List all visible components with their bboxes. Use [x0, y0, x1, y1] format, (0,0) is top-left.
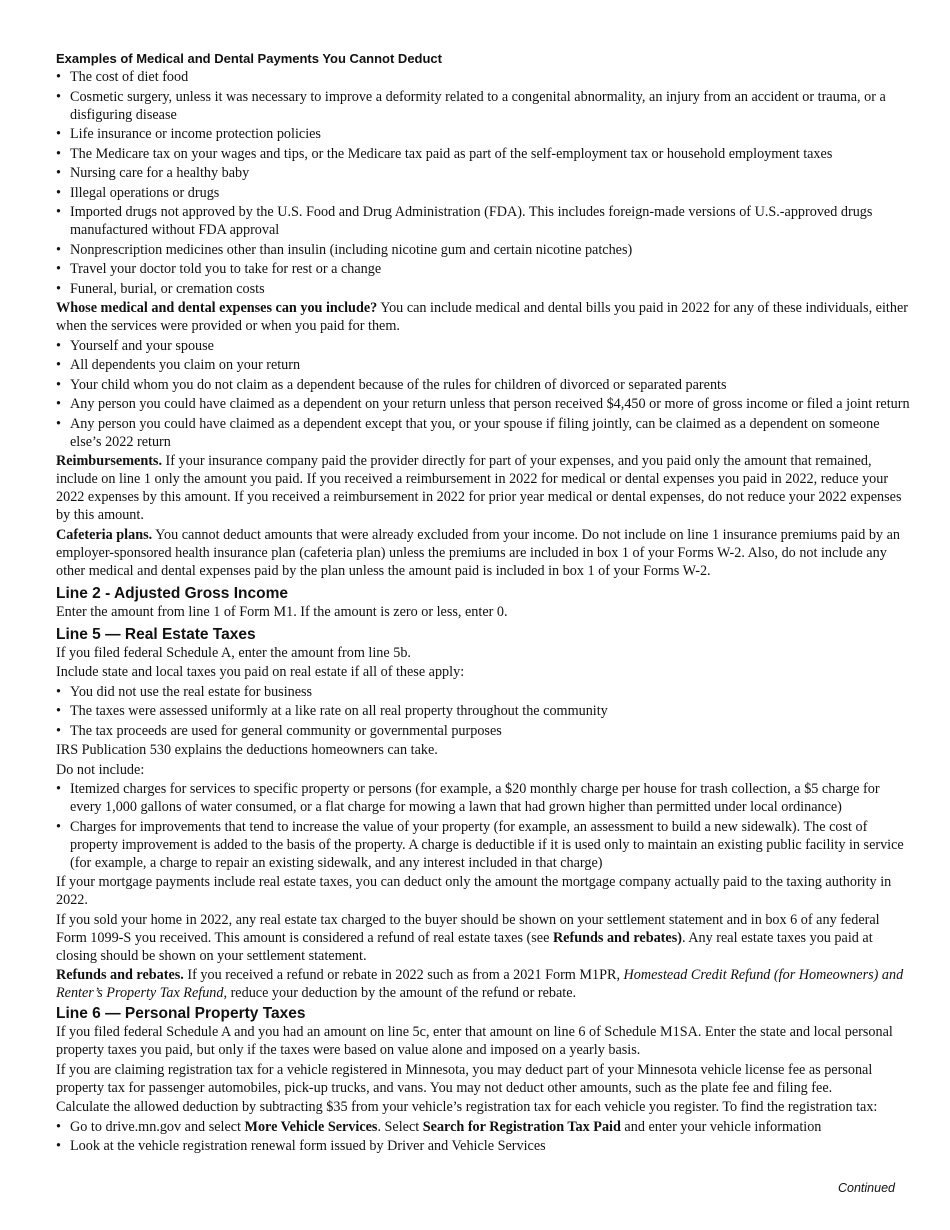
list-item: • Cosmetic surgery, unless it was necessary to improve a deformity related to a congenital abnormality, an injury from an accident or trauma, or a disfiguring disease	[56, 88, 912, 124]
text-run: and enter your vehicle information	[620, 1118, 822, 1135]
list-item: • The taxes were assessed uniformly at a like rate on all real property throughout the community	[56, 702, 912, 720]
line5-apply-list	[56, 683, 912, 740]
list-item: • All dependents you claim on your return	[56, 356, 912, 374]
list-item: • Travel your doctor told you to take for rest or a change	[56, 260, 912, 278]
list-item	[56, 1118, 912, 1136]
line6-paragraph: If you are claiming registration tax for a vehicle registered in Minnesota, you may deduct part of your Minnesota vehicle license fee as personal property tax for passenger automobiles, pick-up trucks, and vans. You may not deduct other amounts, such as the plate fee and filing fee.	[56, 1061, 873, 1096]
list-item: • The tax proceeds are used for general community or governmental purposes	[56, 722, 912, 740]
line2-heading: Line 2 - Adjusted Gross Income	[56, 584, 288, 602]
more-vehicle-services-ref: More Vehicle Services	[244, 1118, 378, 1135]
text-run: . Any real estate taxes you paid at closing should be shown on your settlement statement.	[56, 929, 873, 964]
text-run: . Select	[377, 1118, 423, 1135]
cafeteria-lead: Cafeteria plans.	[56, 526, 153, 543]
refunds-rebates-lead: Refunds and rebates.	[56, 967, 184, 983]
list-item: • Your child whom you do not claim as a dependent because of the rules for children of divorced or separated parents	[56, 376, 912, 394]
whose-expenses-text: You can include medical and dental bills you paid in 2022 for any of these individuals, either when the services were provided or when you paid for them.	[56, 300, 908, 334]
line5-paragraph: IRS Publication 530 explains the deductions homeowners can take.	[56, 742, 438, 758]
list-item: • Imported drugs not approved by the U.S. Food and Drug Administration (FDA). This includes foreign-made versions of U.S.-approved drugs manufactured without FDA approval	[56, 203, 912, 239]
list-item: • You did not use the real estate for business	[56, 683, 912, 701]
cannot-deduct-list	[56, 68, 912, 298]
list-item: • Itemized charges for services to specific property or persons (for example, a $20 monthly charge per house for trash collection, a $5 charge for every 1,000 gallons of water consumed, or a flat charge for mowing a lawn that had grown higher than permitted under local ordinance)	[56, 780, 912, 816]
list-item: • Any person you could have claimed as a dependent except that you, or your spouse if filing jointly, can be claimed as a dependent on someone else’s 2022 return	[56, 415, 912, 451]
line5-paragraph: If you filed federal Schedule A, enter the amount from line 5b.	[56, 644, 411, 661]
line5-sold-home-paragraph	[56, 911, 912, 965]
list-item: • Illegal operations or drugs	[56, 184, 912, 202]
line5-heading: Line 5 — Real Estate Taxes	[56, 625, 256, 643]
cannot-deduct-heading: Examples of Medical and Dental Payments You Cannot Deduct	[56, 51, 442, 66]
line5-paragraph: If your mortgage payments include real estate taxes, you can deduct only the amount the mortgage company actually paid to the taxing authority in 2022.	[56, 874, 892, 908]
cafeteria-text: You cannot deduct amounts that were already excluded from your income. Do not include on line 1 insurance premiums paid by an employer-sponsored health insurance plan (cafeteria plan) unless the premiums are included in box 1 of your Forms W-2. Also, do not include any other medical and dental expenses paid by the plan unless the amount paid is included in box 1 of your Forms W-2.	[56, 526, 900, 579]
list-item: • Nonprescription medicines other than insulin (including nicotine gum and certain nicotine patches)	[56, 241, 912, 259]
line6-heading: Line 6 — Personal Property Taxes	[56, 1005, 306, 1022]
reimbursements-paragraph	[56, 452, 912, 524]
registration-tax-list	[56, 1118, 912, 1156]
whose-expenses-lead: Whose medical and dental expenses can you include?	[56, 300, 378, 316]
line2-text: Enter the amount from line 1 of Form M1. If the amount is zero or less, enter 0.	[56, 603, 508, 620]
line5-paragraph: Do not include:	[56, 761, 145, 778]
cafeteria-paragraph	[56, 526, 912, 580]
list-item: • Charges for improvements that tend to increase the value of your property (for example, an assessment to build a new sidewalk). The cost of property improvement is added to the basis of the property. A charge is deductible if it is used only to maintain an existing public facility in service (for example, a charge to repair an existing sidewalk, and any interest included in that charge)	[56, 818, 912, 872]
text-run: If you received a refund or rebate in 2022 such as from a 2021 Form M1PR,	[183, 967, 624, 983]
refunds-rebates-paragraph	[56, 966, 912, 1002]
text-run: Go to drive.mn.gov and select	[70, 1118, 245, 1135]
list-item: • Life insurance or income protection policies	[56, 125, 912, 143]
whose-expenses-list	[56, 337, 912, 451]
line5-exclude-list	[56, 780, 912, 872]
list-item: • Look at the vehicle registration renewal form issued by Driver and Vehicle Services	[56, 1137, 912, 1155]
reimbursements-text: If your insurance company paid the provider directly for part of your expenses, and you paid only the amount that remained, include on line 1 only the amount you paid. If you received a reimbursement in 2022 for medical or dental expenses you paid in 2022, reduce your 2022 expenses by this amount. If you received a reimbursement in 2022 for prior year medical or dental expenses, do not reduce your 2022 expenses by this amount.	[56, 453, 902, 523]
line5-paragraph: Include state and local taxes you paid on real estate if all of these apply:	[56, 664, 465, 680]
text-run: , reduce your deduction by the amount of the refund or rebate.	[223, 985, 577, 1001]
list-item: • Nursing care for a healthy baby	[56, 164, 912, 182]
line6-paragraph: If you filed federal Schedule A and you had an amount on line 5c, enter that amount on line 6 of Schedule M1SA. Enter the state and local personal property taxes you paid, but only if the taxes were based on value alone and imposed on a yearly basis.	[56, 1024, 893, 1058]
refunds-rebates-ref: Refunds and rebates)	[552, 929, 682, 946]
line6-paragraph: Calculate the allowed deduction by subtracting $35 from your vehicle’s registration tax for each vehicle you register. To find the registration tax:	[56, 1099, 878, 1115]
list-item: • The Medicare tax on your wages and tips, or the Medicare tax paid as part of the self-employment tax or household employment taxes	[56, 145, 912, 163]
continued-label: Continued	[838, 1181, 895, 1195]
search-registration-tax-ref: Search for Registration Tax Paid	[422, 1118, 621, 1135]
form-title: Homestead Credit Refund (for Homeowners) and Renter’s Property Tax Refund	[56, 967, 904, 1001]
reimbursements-lead: Reimbursements.	[56, 453, 162, 469]
list-item: • Any person you could have claimed as a dependent on your return unless that person received $4,450 or more of gross income or filed a joint return	[56, 395, 912, 413]
list-item: • Yourself and your spouse	[56, 337, 912, 355]
list-item: • The cost of diet food	[56, 68, 912, 86]
document-page	[56, 50, 912, 1157]
list-item: • Funeral, burial, or cremation costs	[56, 280, 912, 298]
whose-expenses-paragraph	[56, 299, 912, 335]
text-run: If you sold your home in 2022, any real estate tax charged to the buyer should be shown on your settlement statement and in box 6 of any federal Form 1099-S you received. This amount is considered a refund of real estate taxes (see	[56, 911, 880, 946]
